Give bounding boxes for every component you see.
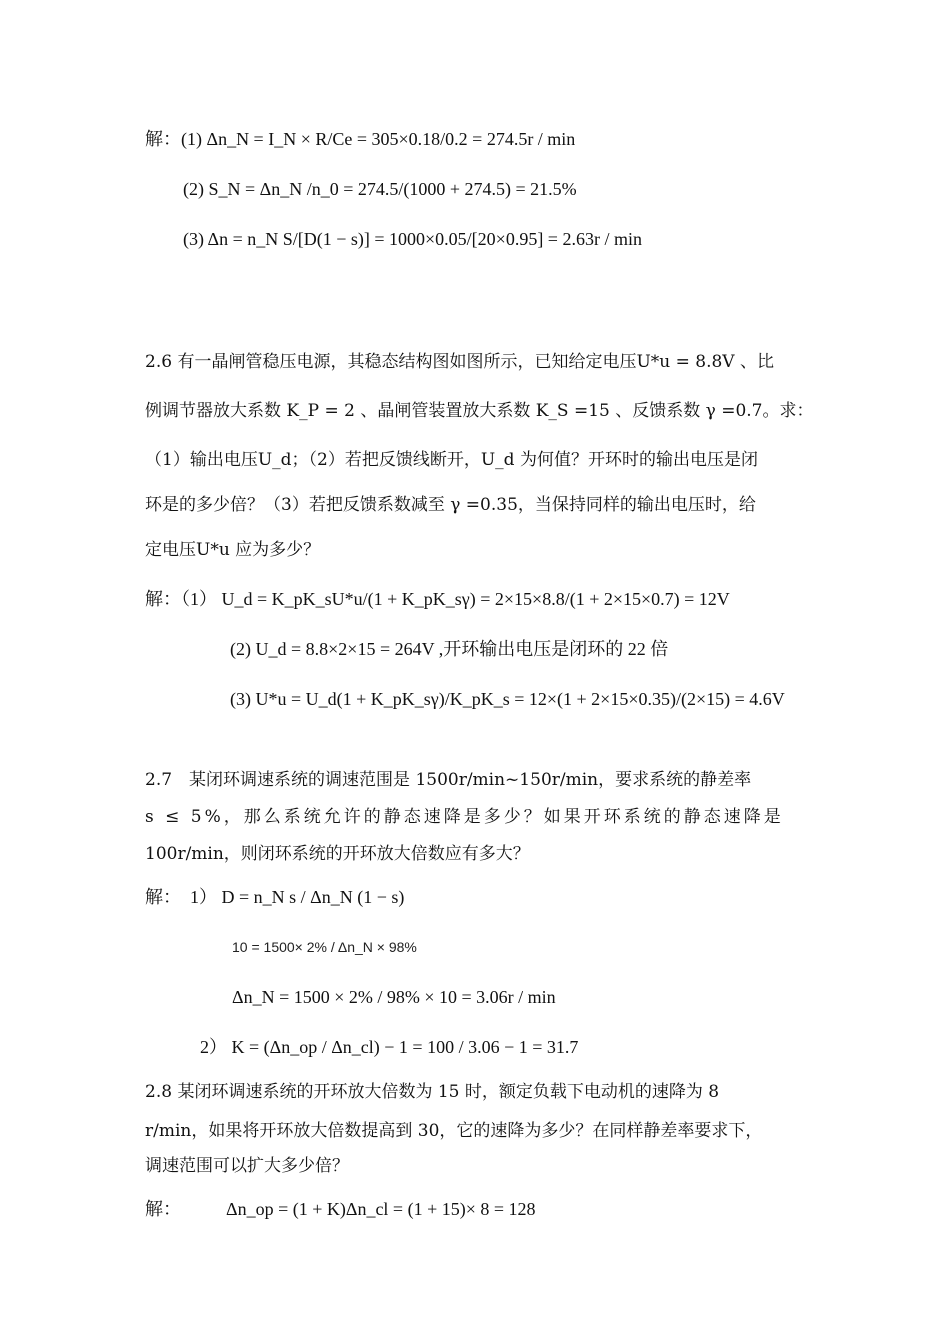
q28-line-2: r/min，如果将开环放大倍数提高到 30，它的速降为多少？在同样静差率要求下， (145, 1121, 763, 1141)
s27-solution-line-1: 解： 1） D = n_N s / Δn_N (1 − s) (145, 887, 405, 907)
q26-line-4: 环是的多少倍？（3）若把反馈系数减至 γ =0.35，当保持同样的输出电压时，给 (145, 495, 756, 515)
q26-line-2: 例调节器放大系数 K_P = 2 、晶闸管装置放大系数 K_S =15 、反馈系数 γ =0.7。求： (145, 401, 814, 421)
s25-solution-line-2: (2) S_N = Δn_N /n_0 = 274.5/(1000 + 274.5) = 21.5% (183, 179, 577, 199)
q27-line-2: s ≤ 5%，那么系统允许的静态速降是多少？如果开环系统的静态速降是 (145, 807, 784, 827)
s25-solution-line-1: 解：(1) Δn_N = I_N × R/Ce = 305×0.18/0.2 = 274.5r / min (145, 129, 576, 149)
s28-solution-line-1: 解： Δn_op = (1 + K)Δn_cl = (1 + 15)× 8 = 128 (145, 1199, 536, 1219)
s27-solution-line-3: Δn_N = 1500 × 2% / 98% × 10 = 3.06r / min (232, 987, 556, 1007)
q27-line-1: 2.7 某闭环调速系统的调速范围是 1500r/min~150r/min，要求系统的静差率 (145, 770, 752, 790)
q26-line-3: （1）输出电压U_d；（2）若把反馈线断开，U_d 为何值？开环时的输出电压是闭 (145, 450, 758, 470)
q27-line-3: 100r/min，则闭环系统的开环放大倍数应有多大？ (145, 844, 530, 864)
q26-line-1: 2.6 有一晶闸管稳压电源，其稳态结构图如图所示，已知给定电压U*u = 8.8V 、比 (145, 352, 774, 372)
q26-line-5: 定电压U*u 应为多少？ (145, 540, 321, 560)
s26-solution-line-2: (2) U_d = 8.8×2×15 = 264V ,开环输出电压是闭环的 22 倍 (230, 639, 669, 659)
s26-solution-line-1: 解：（1） U_d = K_pK_sU*u/(1 + K_pK_sγ) = 2×15×8.8/(1 + 2×15×0.7) = 12V (145, 589, 730, 609)
s26-solution-line-3: (3) U*u = U_d(1 + K_pK_sγ)/K_pK_s = 12×(1 + 2×15×0.35)/(2×15) = 4.6V (230, 689, 785, 709)
s27-solution-line-2: 10 = 1500× 2% / Δn_N × 98% (232, 939, 417, 955)
q28-line-1: 2.8 某闭环调速系统的开环放大倍数为 15 时，额定负载下电动机的速降为 8 (145, 1082, 720, 1102)
s27-solution-line-4: 2） K = (Δn_op / Δn_cl) − 1 = 100 / 3.06 − 1 = 31.7 (200, 1037, 579, 1057)
q28-line-3: 调速范围可以扩大多少倍？ (145, 1156, 349, 1176)
s25-solution-line-3: (3) Δn = n_N S/[D(1 − s)] = 1000×0.05/[20×0.95] = 2.63r / min (183, 229, 642, 249)
